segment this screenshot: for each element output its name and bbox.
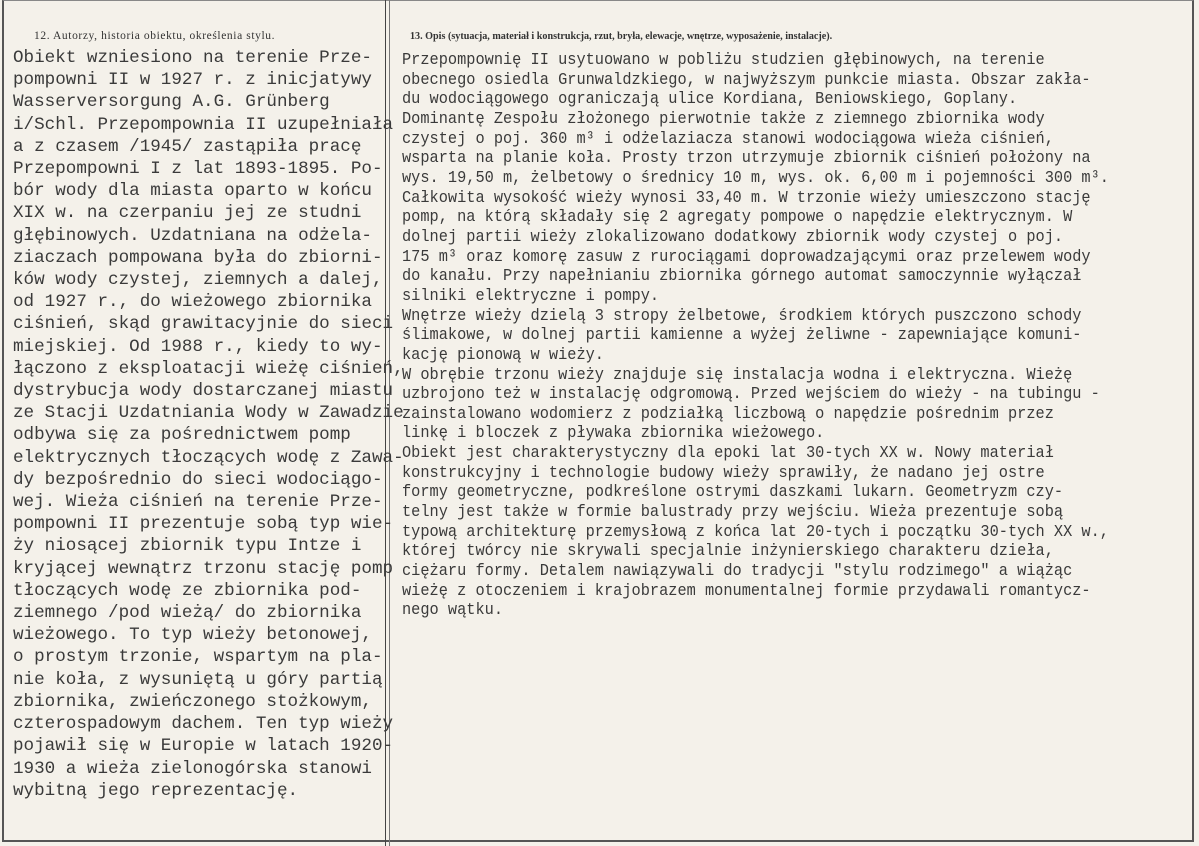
text-line: Przepompowni I z lat 1893-1895. Po-	[13, 159, 383, 180]
text-line: wieżę z otoczeniem i krajobrazem monumentalnej formie przydawali romantycz-	[402, 581, 1091, 601]
text-line: pompowni II prezentuje sobą typ wie-	[13, 514, 394, 535]
text-line: Dominantę Zespołu złożonego pierwotnie także z ziemnego zbiornika wody	[402, 109, 1045, 129]
text-line: Obiekt jest charakterystyczny dla epoki lat 30-tych XX w. Nowy materiał	[402, 444, 1054, 464]
text-line: wej. Wieża ciśnień na terenie Prze-	[13, 492, 383, 513]
text-line: ziaczach pompowana była do zbiorni-	[13, 247, 383, 268]
text-line: Całkowita wysokość wieży wynosi 33,40 m. W trzonie wieży umieszczono stację	[402, 188, 1091, 208]
text-line: czystej o poj. 360 m³ i odżelaziacza stanowi wodociągowa wieża ciśnień,	[402, 129, 1054, 149]
text-line: 175 m³ oraz komorę zasuw z rurociągami doprowadzającymi oraz przelewem wody	[402, 247, 1091, 267]
text-line: Obiekt wzniesiono na terenie Prze-	[13, 48, 372, 68]
text-line: nego wątku.	[402, 601, 503, 621]
text-line: Wasserversorgung A.G. Grünberg	[13, 92, 330, 113]
text-line: od 1927 r., do wieżowego zbiornika	[13, 292, 372, 313]
text-line: 1930 a wieża zielonogórska stanowi	[13, 758, 372, 779]
text-line: wybitną jego reprezentację.	[13, 780, 299, 801]
text-line: silniki elektryczne i pompy.	[402, 286, 660, 306]
text-line: ciężaru formy. Detalem nawiązywali do tradycji "stylu rodzimego" a wiążąc	[402, 562, 1073, 582]
text-line: ków wody czystej, ziemnych a dalej,	[13, 270, 383, 291]
text-line: łączono z eksploatacji wieżę ciśnień,	[13, 358, 404, 379]
text-line: której twórcy nie skrywali specjalnie inżynierskiego charakteru dzieła,	[402, 542, 1054, 562]
text-line: wieżowego. To typ wieży betonowej,	[13, 625, 372, 646]
text-line: pomp, na którą składały się 2 agregaty pompowe o napędzie elektrycznym. W	[402, 208, 1073, 228]
text-line: zbiornika, zwieńczonego stożkowym,	[13, 691, 372, 712]
text-line: dystrybucja wody dostarczanej miastu	[13, 381, 394, 402]
text-line: Wnętrze wieży dzielą 3 stropy żelbetowe, środkiem których puszczono schody	[402, 306, 1082, 326]
text-line: Przepompownię II usytuowano w pobliżu studzien głębinowych, na terenie	[402, 51, 1045, 70]
text-line: czterospadowym dachem. Ten typ wieży	[13, 714, 394, 735]
text-line: miejskiej. Od 1988 r., kiedy to wy-	[13, 336, 383, 357]
description-text	[402, 51, 1109, 621]
text-line: uzbrojono też w instalację odgromową. Przed wejściem do wieży - na tubingu -	[402, 385, 1100, 405]
text-line: elektrycznych tłoczących wodę z Zawa-	[13, 447, 404, 468]
text-line: wys. 19,50 m, żelbetowy o średnicy 10 m, wys. ok. 6,00 m i pojemności 300 m³.	[402, 168, 1109, 188]
text-line: obecnego osiedla Grunwaldzkiego, w najwyższym punkcie miasta. Obszar zakła-	[402, 70, 1091, 90]
text-line: XIX w. na czerpaniu jej ze studni	[13, 203, 362, 224]
authors-history-text	[13, 47, 404, 802]
text-line: wsparta na planie koła. Prosty trzon utrzymuje zbiornik ciśnień położony na	[402, 149, 1091, 169]
text-line: pompowni II w 1927 r. z inicjatywy	[13, 70, 372, 91]
text-line: typową architekturę przemysłową z końca lat 20-tych i początku 30-tych XX w.,	[402, 522, 1109, 542]
text-line: konstrukcyjny i technologie budowy wieży sprawiły, że nadano jej ostre	[402, 463, 1045, 483]
text-line: dy bezpośrednio do sieci wodociągo-	[13, 469, 383, 490]
text-line: du wodociągowego ograniczają ulice Kordiana, Beniowskiego, Goplany.	[402, 90, 1018, 110]
text-line: ze Stacji Uzdatniania Wody w Zawadzie	[13, 403, 404, 424]
text-line: głębinowych. Uzdatniana na odżela-	[13, 225, 372, 246]
text-line: W obrębie trzonu wieży znajduje się instalacja wodna i elektryczna. Wieżę	[402, 365, 1073, 385]
text-line: tłoczących wodę ze zbiornika pod-	[13, 580, 362, 601]
text-line: dolnej partii wieży zlokalizowano dodatkowy zbiornik wody czystej o poj.	[402, 227, 1064, 247]
text-line: pojawił się w Europie w latach 1920-	[13, 736, 394, 757]
text-line: kryjącej wewnątrz trzonu stację pomp	[13, 558, 394, 579]
text-line: ślimakowe, w dolnej partii kamienne a wyżej żeliwne - zapewniające komuni-	[402, 326, 1082, 346]
text-line: ciśnień, skąd grawitacyjnie do sieci	[13, 314, 394, 335]
text-line: i/Schl. Przepompownia II uzupełniała	[13, 114, 394, 135]
text-line: telny jest także w formie balustrady przy wejściu. Wieża prezentuje sobą	[402, 503, 1064, 523]
text-line: ziemnego /pod wieżą/ do zbiornika	[13, 603, 362, 624]
section-12-header: 12. Autorzy, historia obiektu, określenia stylu.	[34, 30, 276, 42]
text-line: kację pionową w wieży.	[402, 345, 604, 365]
text-line: o prostym trzonie, wspartym na pla-	[13, 647, 383, 668]
text-line: linkę i bloczek z pływaka zbiornika wieżowego.	[402, 424, 825, 444]
text-line: ży niosącej zbiornik typu Intze i	[13, 536, 362, 557]
text-line: bór wody dla miasta oparto w końcu	[13, 181, 372, 202]
text-line: a z czasem /1945/ zastąpiła pracę	[13, 136, 362, 157]
text-line: formy geometryczne, podkreślone ostrymi daszkami lukarn. Geometryzm czy-	[402, 483, 1064, 503]
section-13-header: 13. Opis (sytuacja, materiał i konstrukcja, rzut, bryła, elewacje, wnętrze, wyposażenie, instalacje).	[410, 30, 833, 42]
text-line: zainstalowano wodomierz z podziałką liczbową o napędzie pośrednim przez	[402, 404, 1054, 424]
text-line: nie koła, z wysuniętą u góry partią	[13, 669, 383, 690]
text-line: odbywa się za pośrednictwem pomp	[13, 425, 351, 446]
text-line: do kanału. Przy napełnianiu zbiornika górnego automat samoczynnie wyłączał	[402, 267, 1082, 287]
